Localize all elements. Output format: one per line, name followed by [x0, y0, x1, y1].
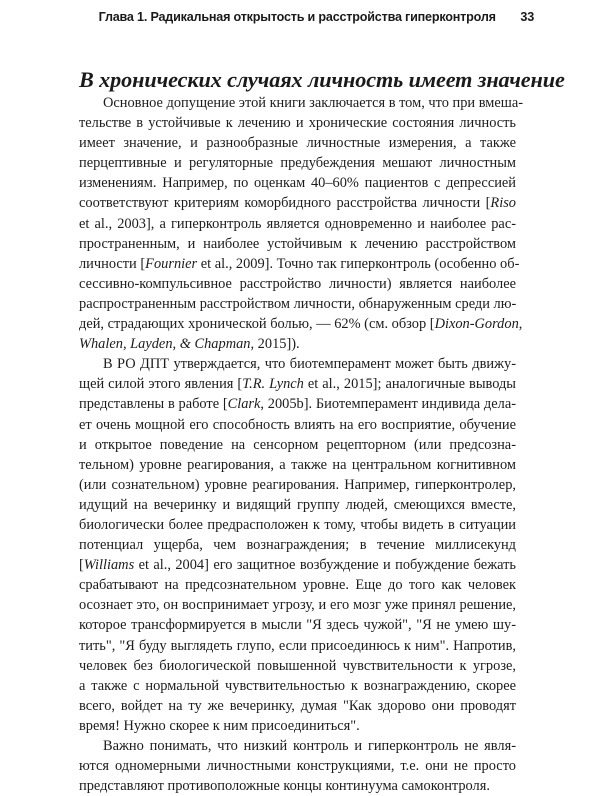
- text-line: тельстве в устойчивые к лечению и хронические состояния личность: [79, 115, 516, 132]
- text-line: всего, войдет на ту же вечеринку, думая "Как здорово они проводят: [79, 697, 516, 714]
- text-line: осознает это, он воспринимает угрозу, и его мозг уже принял решение,: [79, 597, 516, 614]
- citation-author: Fournier: [145, 255, 198, 272]
- text-line: тить", "Я буду выглядеть глупо, если присоединюсь к ним". Напротив,: [79, 637, 516, 654]
- running-head: [99, 10, 534, 24]
- paragraph: [79, 93, 524, 354]
- text-line: человек без биологической повышенной чувствительности к угрозе,: [79, 657, 516, 674]
- text-line: изменениям. Например, по оценкам 40–60% пациентов с депрессией: [79, 175, 516, 192]
- text-line: распространенным расстройством личности, обнаруженным среди лю-: [79, 295, 517, 312]
- text-line: Важно понимать, что низкий контроль и гиперконтроль не явля-: [103, 738, 516, 754]
- text-line: срабатывают на предсознательном уровне. Еще до того как человек: [79, 577, 516, 594]
- citation-author: Dixon-Gordon: [434, 316, 519, 333]
- body-text: [79, 93, 524, 796]
- text-line: В РО ДПТ утверждается, что биотемперамент может быть движу-: [103, 356, 516, 373]
- citation-author: T.R. Lynch: [242, 376, 304, 393]
- text-line: время! Нужно скорее к ним присоединиться".: [79, 717, 360, 734]
- text-line: сессивно-компульсивное расстройство личности) является наиболее: [79, 275, 516, 292]
- text-line: перцептивные и регуляторные предубеждения мешают личностным: [79, 155, 516, 172]
- text-line: тельном) уровне реагирования, а также на центральном когнитивном: [79, 456, 516, 473]
- text-line: представлены в работе [Clark, 2005b]. Биотемперамент индивида дела-: [79, 396, 517, 413]
- text-line: потенциал ущерба, чем вознаграждения; в течение миллисекунд: [79, 537, 516, 554]
- section-title: В хронических случаях личность имеет значение: [79, 67, 565, 92]
- citation-author: Whalen, Layden, & Chapman: [79, 336, 251, 353]
- text-line: личности [Fournier et al., 2009]. Точно так гиперконтроль (особенно об-: [79, 255, 520, 272]
- text-line: имеет значение, и разнообразные личностные измерения, а также: [79, 135, 516, 152]
- text-line: представляют противоположные концы континуума самоконтроля.: [79, 778, 490, 795]
- text-line: а также с нормальной чувствительностью к вознаграждению, скорее: [79, 677, 516, 694]
- text-line: идущий на вечеринку и видящий группу людей, смеющихся вместе,: [79, 496, 516, 513]
- text-line: ет очень мощной его способность влиять на его восприятие, обучение: [79, 416, 516, 433]
- text-line: Основное допущение этой книги заключается в том, что при вмеша-: [103, 95, 524, 111]
- text-line: (или сознательном) уровне реагирования. Например, гиперконтролер,: [79, 476, 516, 493]
- text-line: биологически более предрасположен к тому, чтобы видеть в ситуации: [79, 516, 516, 533]
- running-head-text: Глава 1. Радикальная открытость и расстройства гиперконтроля: [98, 10, 496, 24]
- text-line: пространенным, и наиболее устойчивым к лечению расстройством: [79, 235, 516, 252]
- paragraph: [79, 354, 516, 736]
- text-line: соответствуют критериям коморбидного расстройства личности [Riso: [79, 195, 516, 212]
- text-line: дей, страдающих хронической болью, — 62% (см. обзор [Dixon-Gordon,: [79, 316, 523, 333]
- citation-author: Clark: [227, 396, 261, 413]
- text-line: которое трансформируется в мысли "Я здесь чужой", "Я не умею шу-: [79, 617, 516, 634]
- paragraph: [79, 736, 516, 796]
- page-number: 33: [520, 10, 534, 24]
- citation-author: Riso: [490, 195, 516, 212]
- text-line: и открытое поведение на сенсорном рецепторном (или предсозна-: [79, 436, 516, 453]
- text-line: щей силой этого явления [T.R. Lynch et al., 2015]; аналогичные выводы: [79, 376, 516, 393]
- text-line: et al., 2003], а гиперконтроль является одновременно и наиболее рас-: [79, 215, 516, 232]
- text-line: [Williams et al., 2004] его защитное возбуждение и побуждение бежать: [79, 557, 516, 574]
- text-line: ются одномерными личностными конструкциями, т.е. они не просто: [79, 758, 516, 775]
- citation-author: Williams: [83, 557, 135, 574]
- text-line: Whalen, Layden, & Chapman, 2015]).: [79, 336, 300, 353]
